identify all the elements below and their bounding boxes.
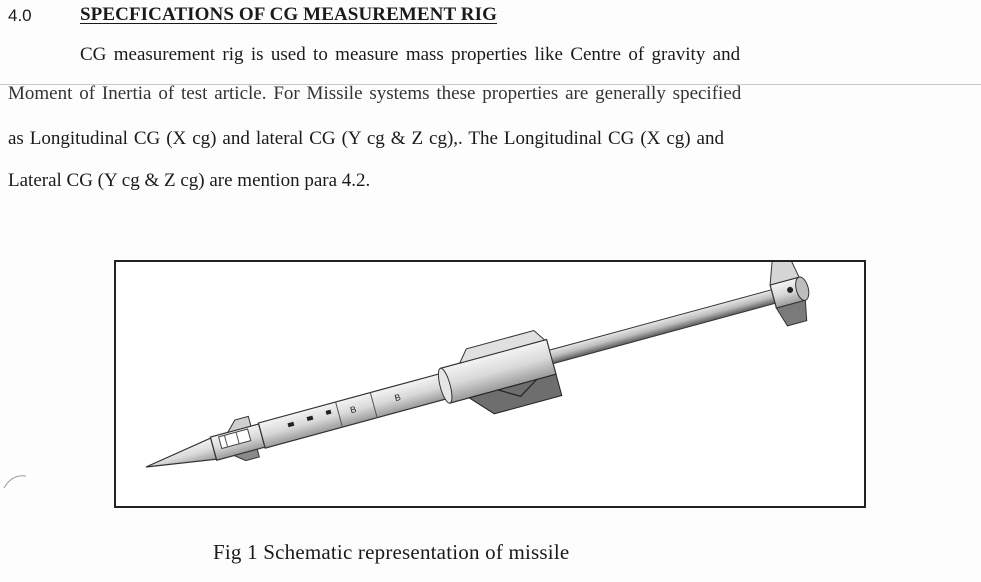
paragraph-line-2: Moment of Inertia of test article. For Missile systems these properties are generally specified bbox=[8, 85, 742, 104]
paragraph-line-2-clip bbox=[0, 85, 981, 115]
nose-cone bbox=[143, 438, 216, 478]
missile-schematic-image bbox=[116, 262, 864, 506]
pencil-mark bbox=[2, 470, 30, 492]
section-number: 4.0 bbox=[8, 6, 32, 25]
paragraph-line-1: CG measurement rig is used to measure mass properties like Centre of gravity and bbox=[80, 44, 741, 65]
section-title: SPECFICATIONS OF CG MEASUREMENT RIG bbox=[80, 4, 497, 25]
rocket-motor bbox=[549, 290, 775, 364]
body-marking-1: B bbox=[349, 404, 358, 416]
body-marking-2: B bbox=[393, 391, 402, 404]
figure-frame bbox=[114, 260, 866, 508]
figure-caption: Fig 1 Schematic representation of missile bbox=[213, 540, 570, 564]
paragraph-line-4: Lateral CG (Y cg & Z cg) are mention para 4.2. bbox=[8, 170, 371, 191]
paragraph-line-3: as Longitudinal CG (X cg) and lateral CG (Y cg & Z cg),. The Longitudinal CG (X cg) and bbox=[8, 128, 724, 149]
